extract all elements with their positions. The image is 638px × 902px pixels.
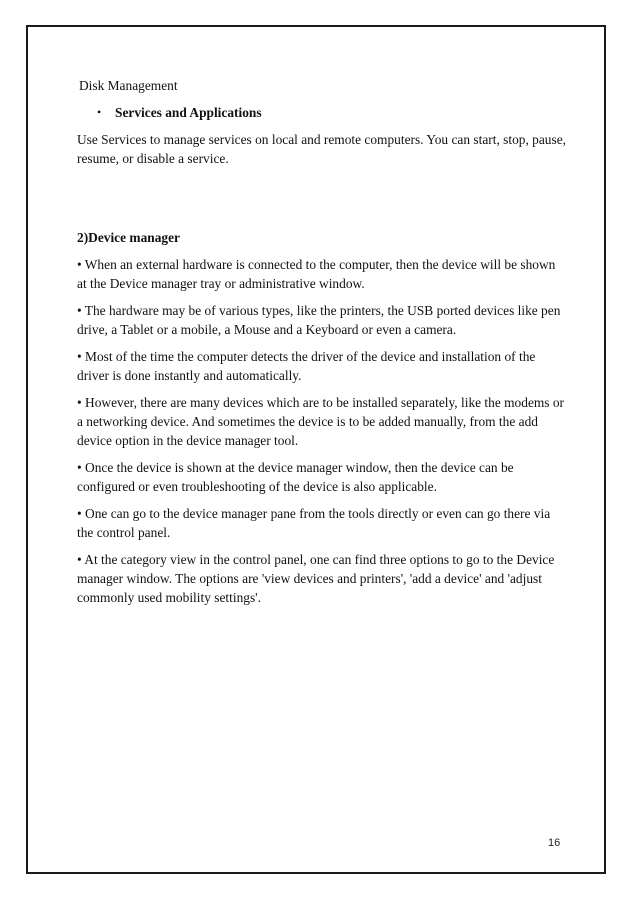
device-manager-paragraph: • However, there are many devices which are to be installed separately, like the modems or a networking device. And sometimes the device is to be added manually, from the add device option in the device manager tool. <box>77 395 565 448</box>
device-manager-paragraph: • The hardware may be of various types, like the printers, the USB ported devices like pen drive, a Tablet or a mobile, a Mouse and a Keyboard or even a camera. <box>77 303 561 337</box>
services-description: Use Services to manage services on local and remote computers. You can start, stop, pause, resume, or disable a service. <box>77 132 566 166</box>
bullet-icon: • <box>97 105 102 119</box>
device-manager-paragraph: • When an external hardware is connected to the computer, then the device will be shown at the Device manager tray or administrative window. <box>77 257 556 291</box>
device-manager-paragraph: • One can go to the device manager pane from the tools directly or even can go there via the control panel. <box>77 506 551 540</box>
page-number: 16 <box>548 837 561 849</box>
services-bullet-item <box>97 103 567 122</box>
device-manager-paragraph: • At the category view in the control panel, one can find three options to go to the Device manager window. The options are 'view devices and printers', 'add a device' and 'adjust commonly used mobility settings'. <box>77 552 555 605</box>
device-manager-title: 2)Device manager <box>77 230 180 245</box>
disk-management-heading: Disk Management <box>79 78 178 93</box>
device-manager-paragraph: • Most of the time the computer detects the driver of the device and installation of the driver is done instantly and automatically. <box>77 349 536 383</box>
document-body <box>77 76 567 615</box>
services-and-applications-label: Services and Applications <box>115 105 262 120</box>
device-manager-paragraph: • Once the device is shown at the device manager window, then the device can be configured or even troubleshooting of the device is also applicable. <box>77 460 514 494</box>
